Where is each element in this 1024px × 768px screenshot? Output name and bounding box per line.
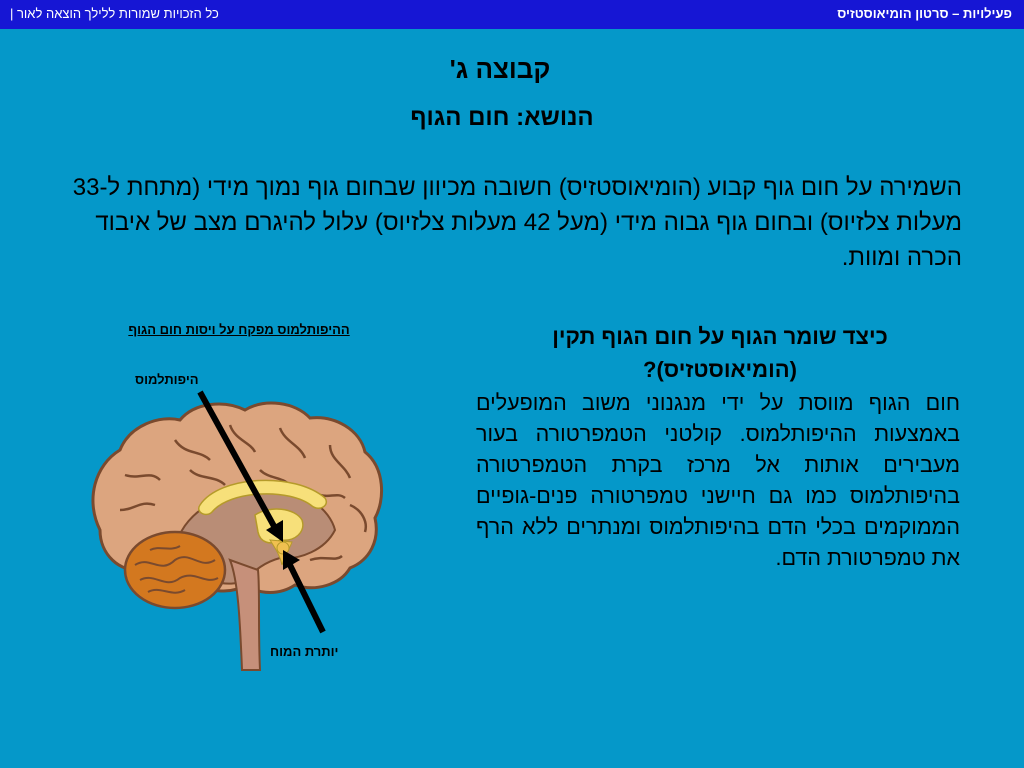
- cerebellum: [125, 532, 225, 608]
- brain-illustration: [80, 380, 400, 680]
- brain-stem: [230, 560, 260, 670]
- section-title: כיצד שומר הגוף על חום הגוף תקין (הומיאוסטזיס)?: [552, 324, 888, 382]
- figure-caption: ההיפותלמוס מפקח על ויסות חום הגוף: [128, 322, 350, 337]
- intro-paragraph: השמירה על חום גוף קבוע (הומיאוסטזיס) חשובה מכיוון שבחום גוף נמוך מידי (מתחת ל-33 מעלות צלזיוס) ובחום גוף גבוה מידי (מעל 42 מעלות צלזיוס) עלול להיגרם מצב של איבוד הכרה ומוות.: [72, 174, 962, 271]
- label-pituitary: יותרת המוח: [270, 644, 339, 659]
- header-title: פעילויות – סרטון הומיאוסטזיס: [837, 6, 1012, 21]
- header-copyright: כל הזכויות שמורות ללילך הוצאה לאור |: [10, 6, 219, 21]
- topic-title: הנושא: חום הגוף: [410, 104, 594, 131]
- group-title: קבוצה ג': [449, 54, 551, 84]
- section-body: חום הגוף מווסת על ידי מנגנוני משוב המופעלים באמצעות ההיפותלמוס. קולטני הטמפרטורה בעור מעבירים אותות אל מרכז בקרת הטמפרטורה בהיפותלמוס כמו גם חיישני טמפרטורה פנים-גופיים הממוקמים בכלי הדם בהיפותלמוס ומנתרים ללא הרף את טמפרטורת הדם.: [476, 391, 960, 570]
- label-hypothalamus: היפותלמוס: [135, 372, 199, 387]
- header-bar: [0, 0, 1024, 29]
